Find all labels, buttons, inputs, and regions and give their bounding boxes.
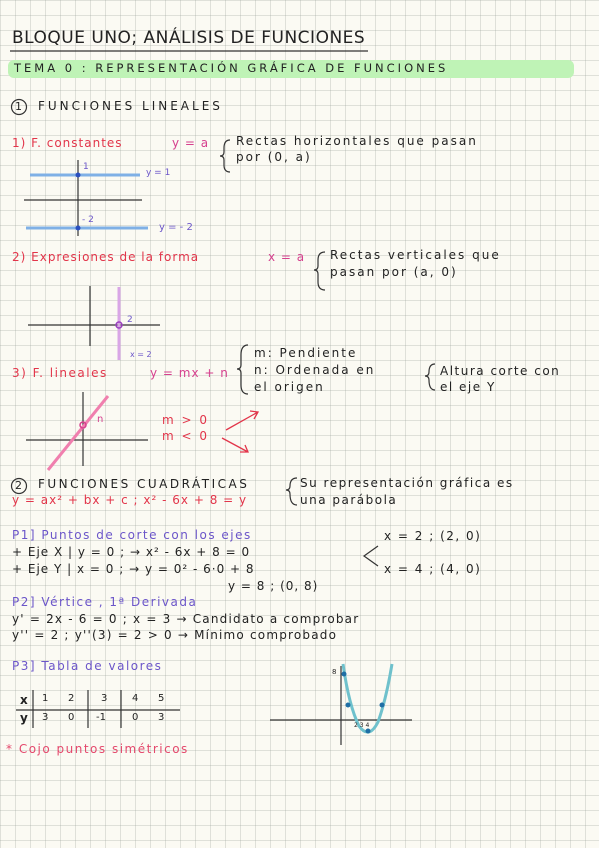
point-y-minus2: [76, 226, 81, 231]
graph2-label: x = 2: [130, 350, 152, 359]
item3-label: 3) F. lineales: [12, 366, 108, 380]
p1-line2: + Eje Y | x = 0 ; → y = 0² - 6·0 + 8: [12, 562, 255, 576]
item1-desc-line2: por (0, a): [236, 150, 312, 164]
brace-4: [425, 364, 435, 390]
line-y-mx-n: [48, 396, 108, 470]
arrow-slope-positive: [226, 411, 258, 430]
item2-formula: x = a: [268, 250, 306, 264]
p2-line2: y'' = 2 ; y''(3) = 2 > 0 → Mínimo comprobado: [12, 628, 338, 642]
item3-n-line1: n: Ordenada en: [254, 363, 376, 377]
p1-line3: y = 8 ; (0, 8): [228, 579, 319, 593]
table-y-label: y: [20, 711, 28, 725]
page-subtitle: TEMA 0 : REPRESENTACIÓN GRÁFICA DE FUNCIONES: [14, 61, 449, 75]
item1-label: 1) F. constantes: [12, 136, 123, 150]
brace-1: [220, 140, 230, 172]
table-x-4: 4: [132, 693, 139, 704]
page-title: BLOQUE UNO; ANÁLISIS DE FUNCIONES: [12, 28, 366, 48]
brace-6: [364, 546, 378, 566]
p2-line1: y' = 2x - 6 = 0 ; x = 3 → Candidato a comprobar: [12, 612, 360, 626]
item1-formula: y = a: [172, 136, 210, 150]
parabola-point-vertex: [366, 729, 371, 734]
arrow-slope-negative: [222, 438, 248, 452]
item2-desc-line2: pasan por (a, 0): [330, 265, 458, 279]
p1-heading: P1] Puntos de corte con los ejes: [12, 528, 252, 542]
parabola-point-y8: [342, 672, 347, 677]
item3-n-line2: el origen: [254, 380, 325, 394]
item3-n-desc2: el eje Y: [440, 380, 496, 394]
note-symmetric-points: * Cojo puntos simétricos: [6, 742, 189, 756]
graph1-label-bottom: y = - 2: [159, 222, 193, 233]
table-y-1: 3: [42, 712, 49, 723]
p1-sol1: x = 2 ; (2, 0): [384, 529, 482, 543]
graph2-mark: 2: [127, 315, 133, 325]
parabola-graph: [270, 664, 412, 745]
graph1-mark-bottom: - 2: [82, 215, 94, 225]
table-y-3: -1: [96, 712, 106, 723]
brace-2: [314, 252, 325, 290]
item3-m-line: m: Pendiente: [254, 346, 358, 360]
item2-desc-line1: Rectas verticales que: [330, 248, 501, 262]
brace-3: [237, 345, 248, 394]
section2-desc-line2: una parábola: [300, 493, 398, 507]
graph3-mark: n: [97, 414, 104, 425]
brace-5: [286, 478, 297, 505]
linear-function-graph: [26, 392, 258, 470]
point-y1: [76, 173, 81, 178]
section2-formula: y = ax² + bx + c ; x² - 6x + 8 = y: [12, 493, 248, 507]
table-y-5: 3: [158, 712, 165, 723]
item2-label: 2) Expresiones de la forma: [12, 250, 200, 264]
slope-negative-label: m < 0: [162, 429, 210, 443]
table-y-4: 0: [132, 712, 139, 723]
section1-number: 1: [15, 100, 22, 113]
item3-n-desc1: Altura corte con: [440, 364, 561, 378]
section1-heading: FUNCIONES LINEALES: [38, 99, 223, 113]
parabola-point-left: [346, 703, 351, 708]
table-y-2: 0: [68, 712, 75, 723]
item3-formula: y = mx + n: [150, 366, 229, 380]
p3-heading: P3] Tabla de valores: [12, 659, 163, 673]
table-x-3: 3: [101, 693, 108, 704]
section2-number: 2: [15, 479, 22, 492]
parabola-point-right: [380, 703, 385, 708]
p1-line1: + Eje X | y = 0 ; → x² - 6x + 8 = 0: [12, 545, 251, 559]
section2-desc-line1: Su representación gráfica es: [300, 476, 514, 490]
table-x-1: 1: [42, 693, 49, 704]
item1-desc-line1: Rectas horizontales que pasan: [236, 134, 478, 148]
table-x-5: 5: [158, 693, 165, 704]
section2-heading: FUNCIONES CUADRÁTICAS: [38, 477, 250, 491]
table-x-2: 2: [68, 693, 75, 704]
slope-positive-label: m > 0: [162, 413, 210, 427]
parabola-x-ticks: 2 3 4: [354, 722, 370, 729]
table-x-label: x: [20, 693, 28, 707]
vertical-line-graph: [28, 286, 160, 360]
graph1-mark-top: 1: [83, 162, 89, 172]
parabola-y-tick: 8: [332, 668, 337, 676]
graph1-label-top: y = 1: [146, 168, 171, 178]
p2-heading: P2] Vértice , 1ª Derivada: [12, 595, 198, 609]
p1-sol2: x = 4 ; (4, 0): [384, 562, 482, 576]
